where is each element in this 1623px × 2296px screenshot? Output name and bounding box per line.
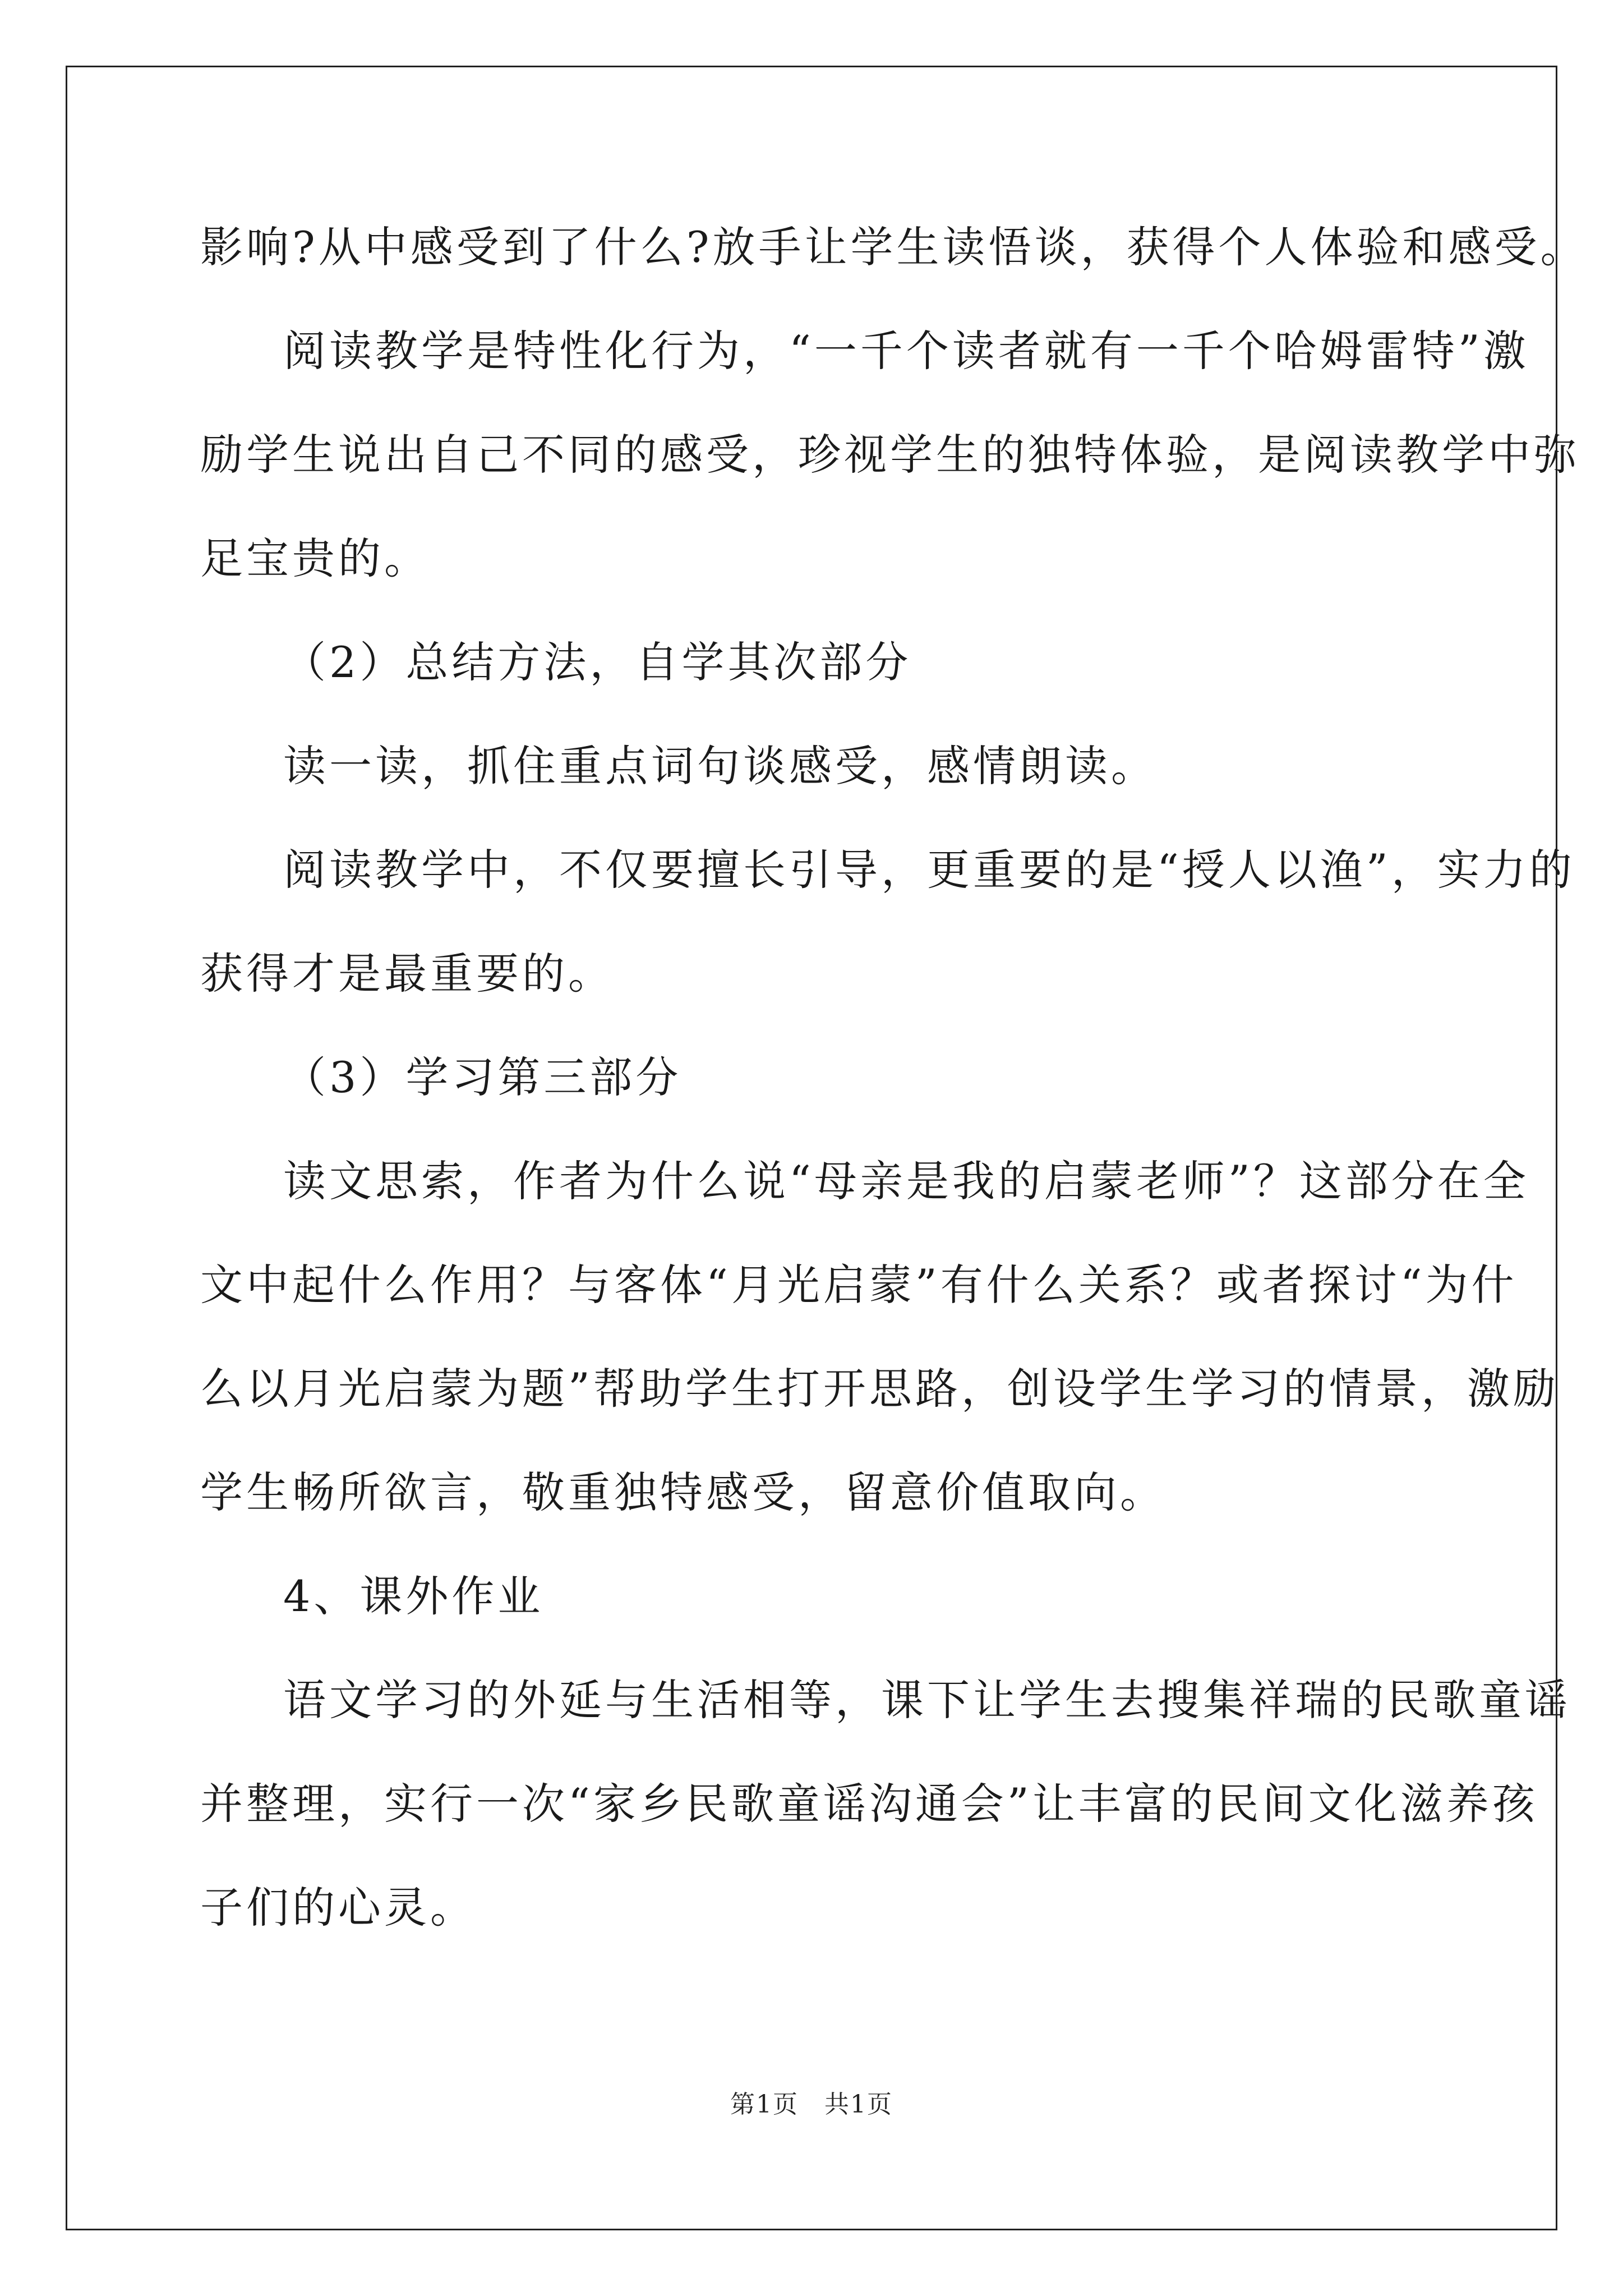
text-line: 语文学习的外延与生活相等，课下让学生去搜集祥瑞的民歌童谣 <box>283 1675 1571 1725</box>
paragraph-2 <box>200 299 1580 610</box>
paragraph-9 <box>200 1648 1571 1959</box>
text-line: 并整理，实行一次“家乡民歌童谣沟通会”让丰富的民间文化滋养孩 <box>200 1779 1538 1829</box>
section-heading: （2）总结方法，自学其次部分 <box>283 637 912 687</box>
text-line: 阅读教学是特性化行为，“一千个读者就有一千个哈姆雷特”激 <box>283 326 1529 376</box>
section-heading: （3）学习第三部分 <box>283 1052 682 1102</box>
paragraph-5 <box>200 818 1575 1025</box>
paragraph-8-heading <box>200 1544 1434 1648</box>
text-line: 读一读，抓住重点词句谈感受，感情朗读。 <box>283 741 1157 791</box>
text-line: 子们的心灵。 <box>200 1883 476 1932</box>
paragraph-7 <box>200 1129 1559 1544</box>
paragraph-4 <box>200 714 1434 818</box>
text-line: 获得才是最重要的。 <box>200 949 614 999</box>
text-line: 学生畅所欲言，敬重独特感受，留意价值取向。 <box>200 1467 1166 1517</box>
section-heading: 4、课外作业 <box>283 1571 544 1621</box>
paragraph-3-heading <box>200 610 1434 714</box>
paragraph-6-heading <box>200 1025 1434 1129</box>
text-line: 励学生说出自己不同的感受，珍视学生的独特体验，是阅读教学中弥 <box>200 430 1580 480</box>
text-line: 么以月光启蒙为题”帮助学生打开思路，创设学生学习的情景，激励 <box>200 1364 1559 1414</box>
text-line: 影响?从中感受到了什么?放手让学生读悟谈，获得个人体验和感受。 <box>200 222 1587 272</box>
page-footer: 第1页 共1页 <box>730 2090 893 2119</box>
text-line: 足宝贵的。 <box>200 533 430 583</box>
paragraph-1 <box>200 195 1587 299</box>
text-line: 阅读教学中，不仅要擅长引导，更重要的是“授人以渔”，实力的 <box>283 845 1575 895</box>
text-line: 文中起什么作用？与客体“月光启蒙”有什么关系？或者探讨“为什 <box>200 1260 1518 1310</box>
text-line: 读文思索，作者为什么说“母亲是我的启蒙老师”？这部分在全 <box>283 1156 1529 1206</box>
